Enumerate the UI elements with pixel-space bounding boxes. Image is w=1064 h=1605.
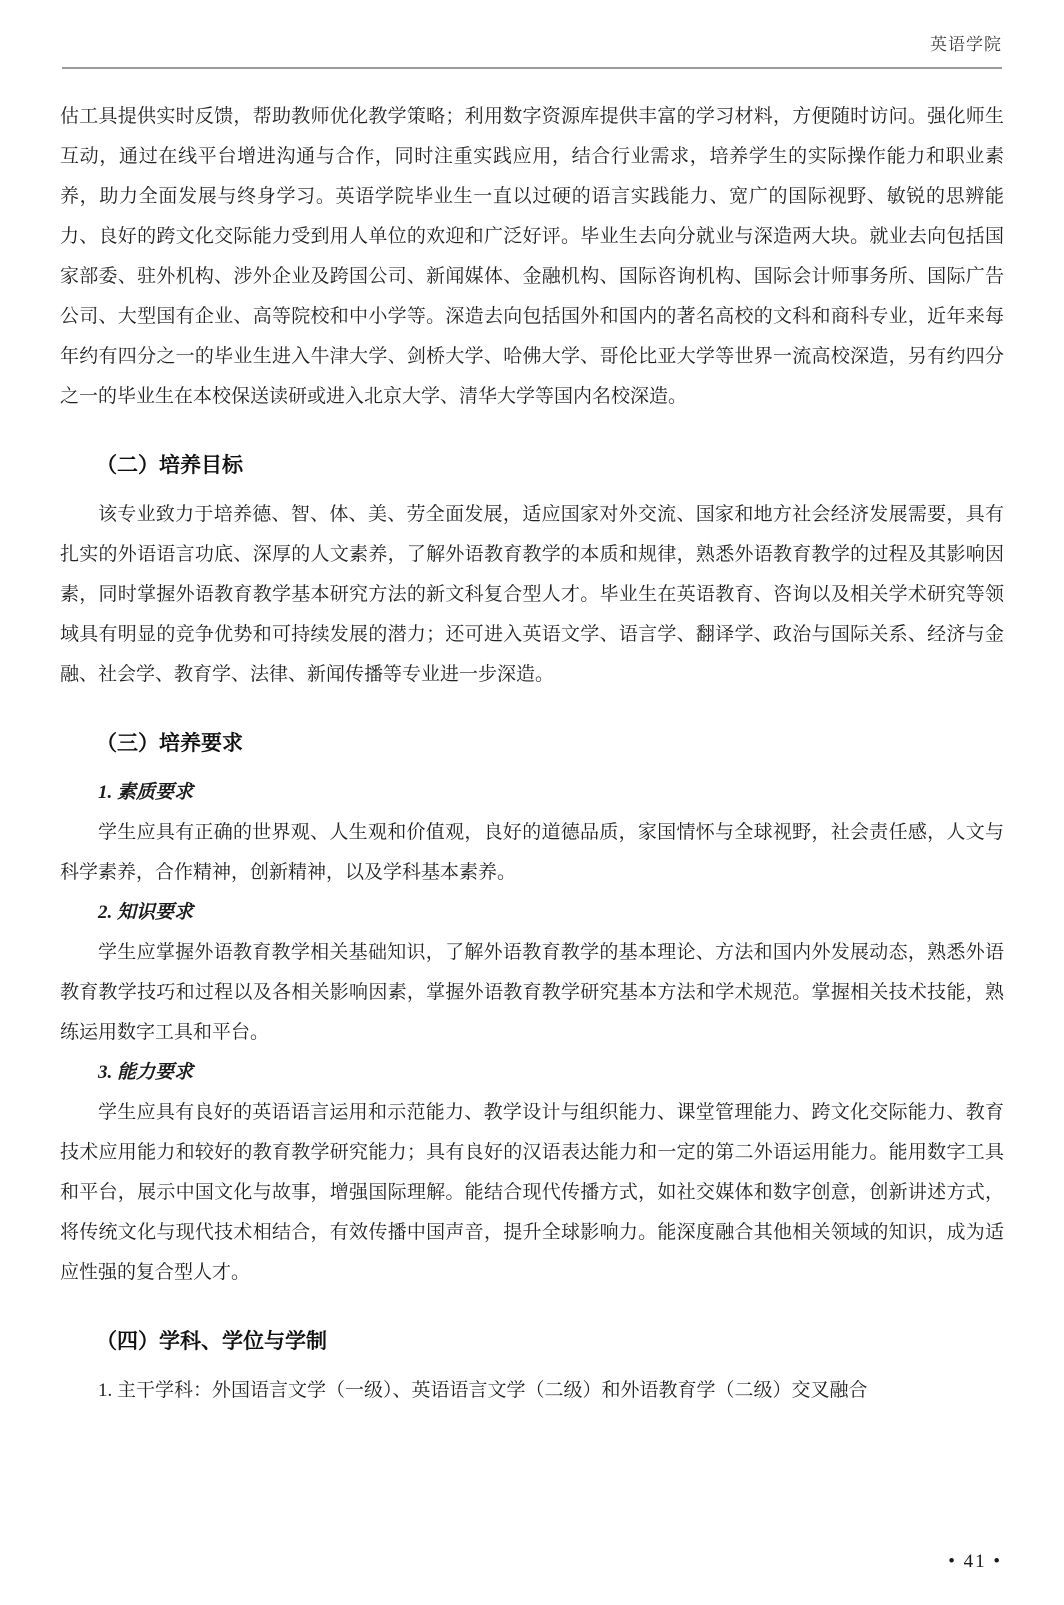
section-heading-3: （三）培养要求 [96, 732, 243, 755]
header-title: 英语学院 [930, 35, 1002, 54]
paragraph: 1. 主干学科：外国语言文学（一级）、英语语言文学（二级）和外语教育学（二级）交叉融合 [98, 1380, 868, 1401]
page-header [0, 0, 1064, 55]
paragraph: 学生应具有正确的世界观、人生观和价值观，良好的道德品质，家国情怀与全球视野，社会责任感，人文与科学素养，合作精神，创新精神，以及学科基本素养。 [60, 822, 1004, 883]
section-heading-4: （四）学科、学位与学制 [96, 1330, 327, 1353]
section-heading-2: （二）培养目标 [96, 454, 243, 477]
sub-heading-knowledge: 2. 知识要求 [98, 902, 194, 923]
sub-heading-quality: 1. 素质要求 [98, 782, 194, 803]
paragraph: 学生应具有良好的英语语言运用和示范能力、教学设计与组织能力、课堂管理能力、跨文化交际能力、教育技术应用能力和较好的教育教学研究能力；具有良好的汉语表达能力和一定的第二外语运用能力。能用数字工具和平台，展示中国文化与故事，增强国际理解。能结合现代传播方式，如社交媒体和数字创意，创新讲述方式，将传统文化与现代技术相结合，有效传播中国声音，提升全球影响力。能深度融合其他相关领域的知识，成为适应性强的复合型人才。 [60, 1102, 1004, 1283]
paragraph: 该专业致力于培养德、智、体、美、劳全面发展，适应国家对外交流、国家和地方社会经济发展需要，具有扎实的外语语言功底、深厚的人文素养，了解外语教育教学的本质和规律，熟悉外语教育教学的过程及其影响因素，同时掌握外语教育教学基本研究方法的新文科复合型人才。毕业生在英语教育、咨询以及相关学术研究等领域具有明显的竞争优势和可持续发展的潜力；还可进入英语文学、语言学、翻译学、政治与国际关系、经济与金融、社会学、教育学、法律、新闻传播等专业进一步深造。 [60, 504, 1004, 685]
paragraph: 学生应掌握外语教育教学相关基础知识，了解外语教育教学的基本理论、方法和国内外发展动态，熟悉外语教育教学技巧和过程以及各相关影响因素，掌握外语教育教学研究基本方法和学术规范。掌握相关技术技能，熟练运用数字工具和平台。 [60, 942, 1004, 1043]
page-number: • 41 • [948, 1551, 1002, 1572]
page-footer [948, 1551, 1002, 1573]
document-body [0, 69, 1064, 1411]
paragraph: 估工具提供实时反馈，帮助教师优化教学策略；利用数字资源库提供丰富的学习材料，方便随时访问。强化师生互动，通过在线平台增进沟通与合作，同时注重实践应用，结合行业需求，培养学生的实际操作能力和职业素养，助力全面发展与终身学习。英语学院毕业生一直以过硬的语言实践能力、宽广的国际视野、敏锐的思辨能力、良好的跨文化交际能力受到用人单位的欢迎和广泛好评。毕业生去向分就业与深造两大块。就业去向包括国家部委、驻外机构、涉外企业及跨国公司、新闻媒体、金融机构、国际咨询机构、国际会计师事务所、国际广告公司、大型国有企业、高等院校和中小学等。深造去向包括国外和国内的著名高校的文科和商科专业，近年来每年约有四分之一的毕业生进入牛津大学、剑桥大学、哈佛大学、哥伦比亚大学等世界一流高校深造，另有约四分之一的毕业生在本校保送读研或进入北京大学、清华大学等国内名校深造。 [60, 106, 1004, 407]
sub-heading-ability: 3. 能力要求 [98, 1062, 194, 1083]
